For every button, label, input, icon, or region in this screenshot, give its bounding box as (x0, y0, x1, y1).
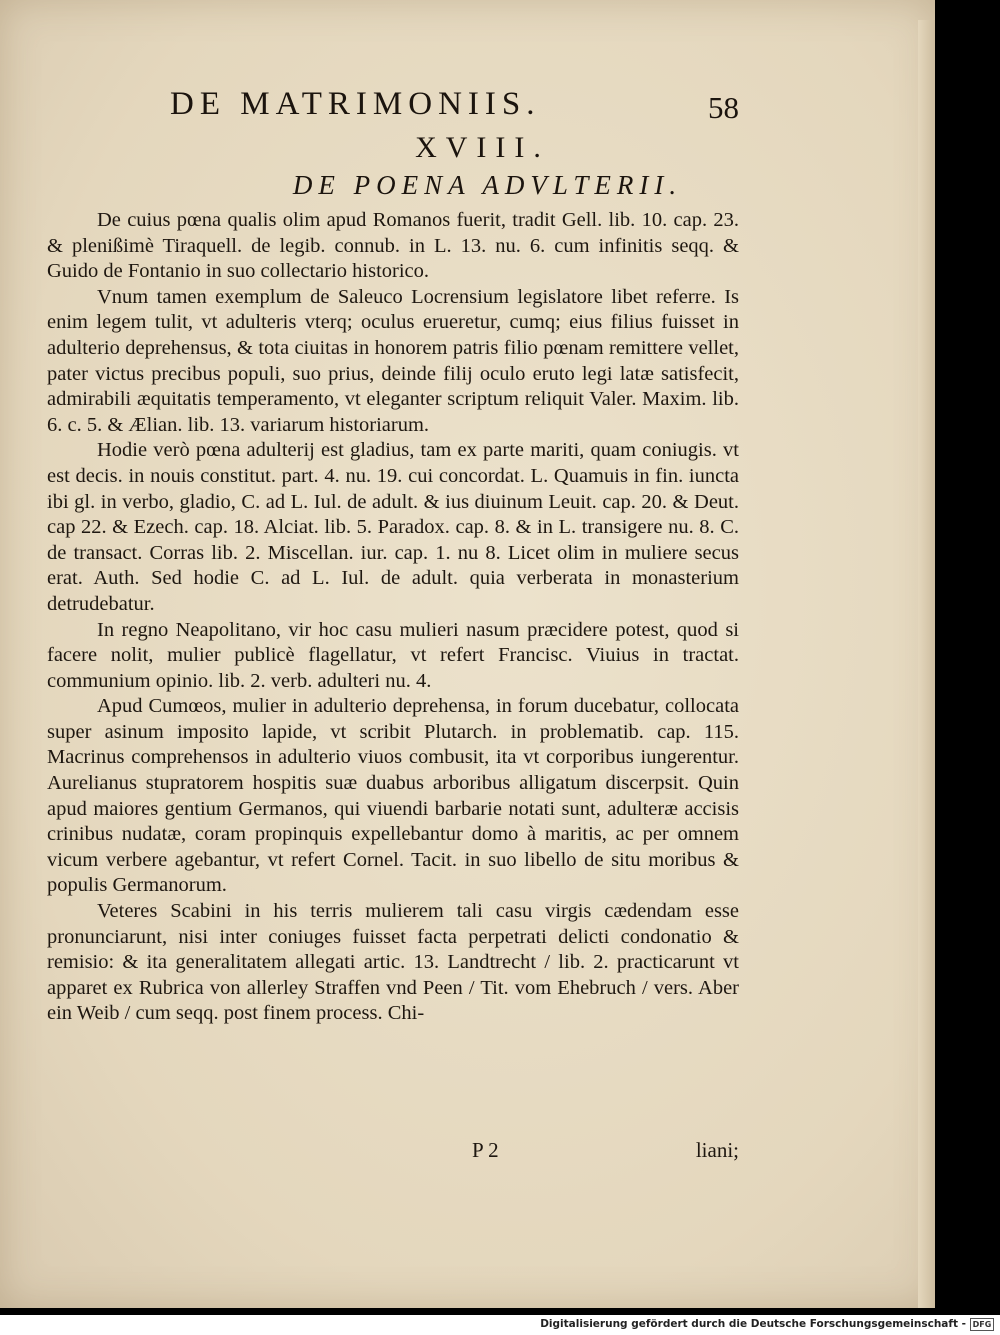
paragraph: Veteres Scabini in his terris mulierem tali casu virgis cædendam esse pronunciarunt, nisi inter coniuges fuisset facta perpetrati delicti condonatio & remisio: & ita generalitatem allegati artic. 13. Landtrecht / lib. 2. practicarunt vt apparet ex Rubrica von allerley Straffen vnd Peen / Tit. vom Ehebruch / vers. Aber ein Weib / cum seqq. post finem process. Chi- (47, 900, 739, 1025)
body-text (47, 208, 739, 1027)
paragraph: In regno Neapolitano, vir hoc casu mulieri nasum præcidere potest, quod si facere nolit, mulier publicè flagellatur, vt refert Francisc. Viuius in tractat. communium opinio. lib. 2. verb. adulteri nu. 4. (47, 618, 739, 692)
signature-mark: P 2 (472, 1138, 499, 1162)
chapter-title: DE POENA ADVLTERII. (292, 170, 683, 200)
chapter-number: XVIII. (415, 131, 550, 164)
catchword: liani; (695, 1138, 739, 1162)
digitization-banner (0, 1315, 1000, 1335)
paragraph: De cuius pœna qualis olim apud Romanos fuerit, tradit Gell. lib. 10. cap. 23. & plenißimè Tiraquell. de legib. connub. in L. 13. nu. 6. cum infinitis seqq. & Guido de Fontanio in suo collectario historico. (47, 209, 739, 283)
paragraph: Vnum tamen exemplum de Saleuco Locrensium legislatore libet referre. Is enim legem tulit, vt adulteris vterq; oculus erueretur, cumq; eius filius fuisset in adulterio deprehensus, & tota ciuitas in honorem patris filio pœnam remittere vellet, pater victus precibus populi, suo prius, deinde filij oculo eruto legi latæ satisfecit, admirabili æquitatis temperamento, vt eleganter scriptum reliquit Valer. Maxim. lib. 6. c. 5. & Ælian. lib. 13. variarum historiarum. (47, 285, 739, 436)
running-head: DE MATRIMONIIS. (170, 86, 541, 122)
page-edge (918, 20, 935, 1308)
page-number: 58 (708, 90, 739, 125)
dfg-logo: DFG (970, 1318, 994, 1331)
paragraph: Apud Cumœos, mulier in adulterio deprehensa, in forum ducebatur, collocata super asinum imposito lapide, vt scribit Plutarch. in problematib. cap. 115. Macrinus comprehensos in adulterio viuos combusit, ita vt corporibus iungerentur. Aurelianus stupratorem hospitis suæ duabus arboribus alligatum discerpsit. Quin apud maiores gentium Germanos, qui viuendi barbarie notati sunt, adulteræ accisis crinibus nudatæ, coram propinquis expellebantur domo à maritis, ac per omnem vicum verbere agebantur, vt refert Cornel. Tacit. in suo libello de situ moribus & populis Germanorum. (47, 695, 739, 897)
page-footer (47, 1138, 739, 1168)
digitization-note: Digitalisierung gefördert durch die Deutsche Forschungsgemeinschaft - (540, 1318, 966, 1330)
paragraph: Hodie verò pœna adulterij est gladius, tam ex parte mariti, quam coniugis. vt est decis. in nouis constitut. part. 4. nu. 19. cui concordat. L. Quamuis in fin. iuncta ibi gl. in verbo, gladio, C. ad L. Iul. de adult. & ius diuinum Leuit. cap. 20. & Deut. cap 22. & Ezech. cap. 18. Alciat. lib. 5. Paradox. cap. 8. & in L. transigere nu. 8. C. de transact. Corras lib. 2. Miscellan. iur. cap. 1. nu 8. Licet olim in muliere secus erat. Auth. Sed hodie C. ad L. Iul. de adult. quia verberata in monasterium detrudebatur. (47, 439, 739, 615)
